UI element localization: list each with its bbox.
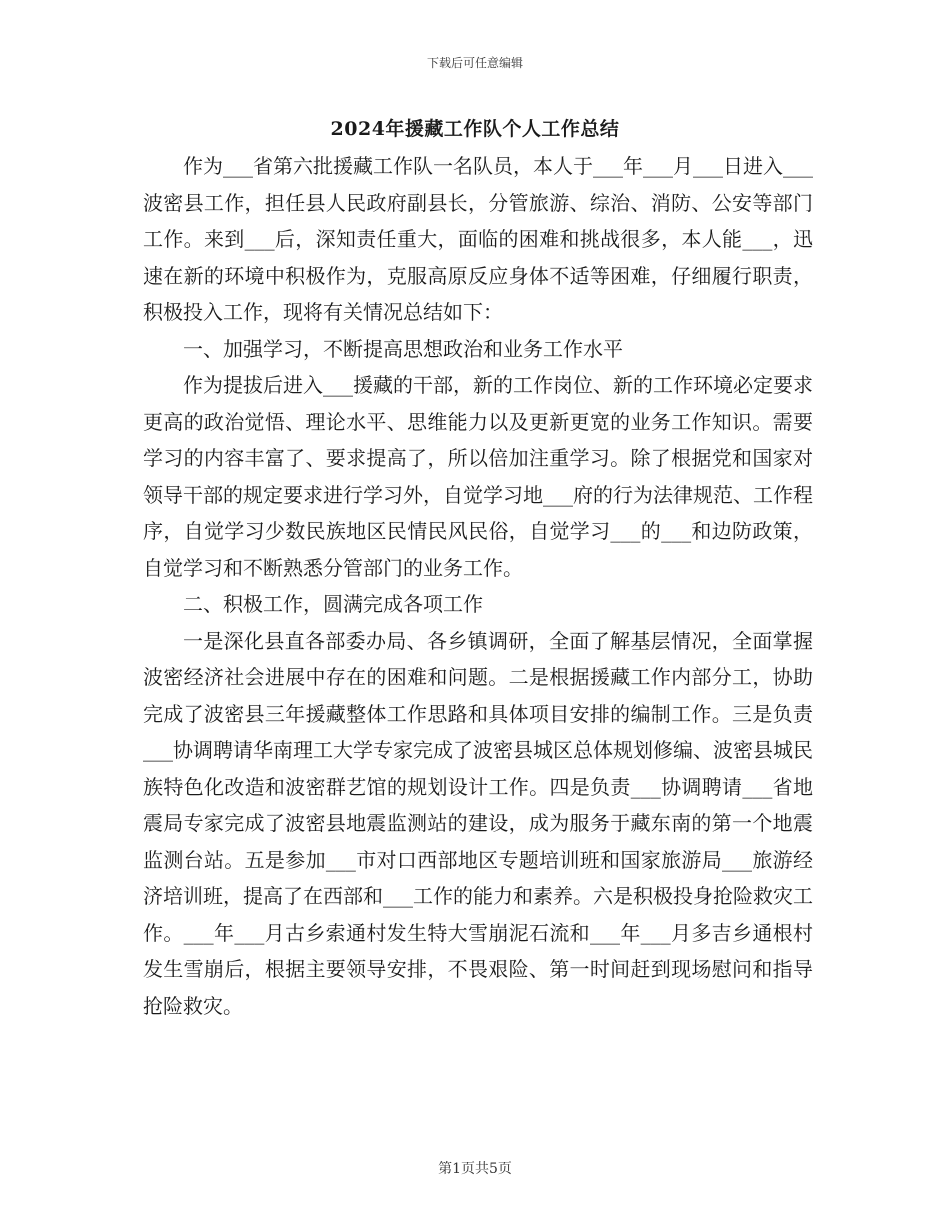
page-number: 第1页共5页 (438, 1161, 512, 1177)
document-title: 2024年援藏工作队个人工作总结 (330, 118, 620, 140)
paragraph-intro: 作为___省第六批援藏工作队一名队员，本人于___年___月___日进入___波密县工作，担任县人民政府副县长，分管旅游、综治、消防、公安等部门工作。来到___后，深知责任重大，面临的困难和挑战很多，本人能___，迅速在新的环境中积极作为，克服高原反应身体不适等困难，仔细履行职责，积极投入工作，现将有关情况总结如下： (143, 154, 813, 324)
section-heading-1: 一、加强学习，不断提高思想政治和业务工作水平 (183, 336, 623, 361)
paragraph-study: 作为提拔后进入___援藏的干部，新的工作岗位、新的工作环境必定要求更高的政治觉悟、理论水平、思维能力以及更新更宽的业务工作知识。需要学习的内容丰富了、要求提高了，所以倍加注重学习。除了根据党和国家对领导干部的规定要求进行学习外，自觉学习地___府的行为法律规范、工作程序，自觉学习少数民族地区民情民风民俗，自觉学习___的___和边防政策，自觉学习和不断熟悉分管部门的业务工作。 (143, 373, 813, 580)
page-header-note: 下载后可任意编辑 (426, 56, 523, 70)
document-body (143, 148, 813, 1024)
section-heading-2: 二、积极工作，圆满完成各项工作 (183, 592, 483, 616)
paragraph-work: 一是深化县直各部委办局、各乡镇调研，全面了解基层情况，全面掌握波密经济社会进展中存在的困难和问题。二是根据援藏工作内部分工，协助完成了波密县三年援藏整体工作思路和具体项目安排的编制工作。三是负责___协调聘请华南理工大学专家完成了波密县城区总体规划修编、波密县城民族特色化改造和波密群艺馆的规划设计工作。四是负责___协调聘请___省地震局专家完成了波密县地震监测站的建设，成为服务于藏东南的第一个地震监测台站。五是参加___市对口西部地区专题培训班和国家旅游局___旅游经济培训班，提高了在西部和___工作的能力和素养。六是积极投身抢险救灾工作。___年___月古乡索通村发生特大雪崩泥石流和___年___月多吉乡通根村发生雪崩后，根据主要领导安排，不畏艰险、第一时间赶到现场慰问和指导抢险救灾。 (143, 628, 813, 1018)
